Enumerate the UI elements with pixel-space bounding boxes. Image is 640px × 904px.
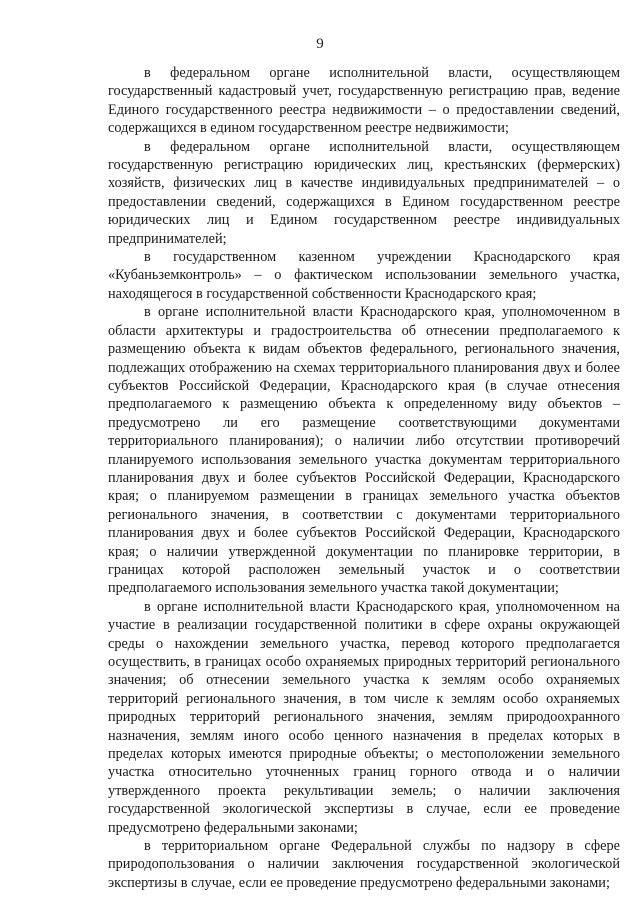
paragraph-architecture-urban-planning: в органе исполнительной власти Краснодарского края, уполномоченном в области архитектуры и градостроительства об отнесении предполагаемого к размещению объекта к видам объектов федерального, регионального значения, подлежащих отображению на схемах территориального планирования двух и более субъектов Российской Федерации, Краснодарского края (в случае отнесения предполагаемого к размещению объекта к определенному виду объектов – предусмотрено ли его размещение соответствующими документами территориального планирования); о наличии либо отсутствии противоречий планируемого использования земельного участка документам территориального планирования двух и более субъектов Российской Федерации, Краснодарского края; о планируемом размещении в границах земельного участка объектов регионального значения, в соответствии с документами территориального планирования двух и более субъектов Российской Федерации, Краснодарского края; о наличии утвержденной документации по планировке территории, в границах которой расположен земельный участок и о соответствии предполагаемого использования земельного участка такой документации; bbox=[108, 304, 620, 597]
paragraph-cadastral-registration: в федеральном органе исполнительной власти, осуществляющем государственный кадастровый учет, государственную регистрацию прав, ведение Единого государственного реестра недвижимости – о предоставлении сведений, содержащихся в едином государственном реестре недвижимости; bbox=[108, 65, 620, 137]
page-number: 9 bbox=[316, 36, 324, 52]
paragraph-environmental-protection: в органе исполнительной власти Краснодарского края, уполномоченном на участие в реализации государственной политики в сфере охраны окружающей среды о нахождении земельного участка, перевод которого предполагается осуществить, в границах особо охраняемых природных территорий регионального значения; об отнесении земельного участка к землям особо охраняемых территорий регионального значения, в том числе к землям особо охраняемых природных территорий регионального значения, землям природоохранного назначения, землям иного особо ценного назначения в пределах которых в пределах которых имеются природные объекты; о местоположении земельного участка относительно уточненных границ горного отвода и о наличии утвержденного проекта рекультивации земель; о наличии заключения государственной экологической экспертизы в случае, если ее проведение предусмотрено федеральными законами; bbox=[108, 598, 620, 836]
paragraph-nature-management-supervision: в территориальном органе Федеральной службы по надзору в сфере природопользования о наличии заключения государственной экологической экспертизы в случае, если ее проведение предусмотрено федеральными законами; bbox=[108, 838, 620, 891]
paragraph-kubanzemkontrol: в государственном казенном учреждении Краснодарского края «Кубаньземконтроль» – о фактическом использовании земельного участка, находящегося в государственной собственности Краснодарского края; bbox=[108, 249, 620, 302]
document-body bbox=[108, 64, 620, 892]
paragraph-legal-entities-registration: в федеральном органе исполнительной власти, осуществляющем государственную регистрацию юридических лиц, крестьянских (фермерских) хозяйств, физических лиц в качестве индивидуальных предпринимателей – о предоставлении сведений, содержащихся в Едином государственном реестре юридических лиц и Едином государственном реестре индивидуальных предпринимателей; bbox=[108, 138, 620, 247]
